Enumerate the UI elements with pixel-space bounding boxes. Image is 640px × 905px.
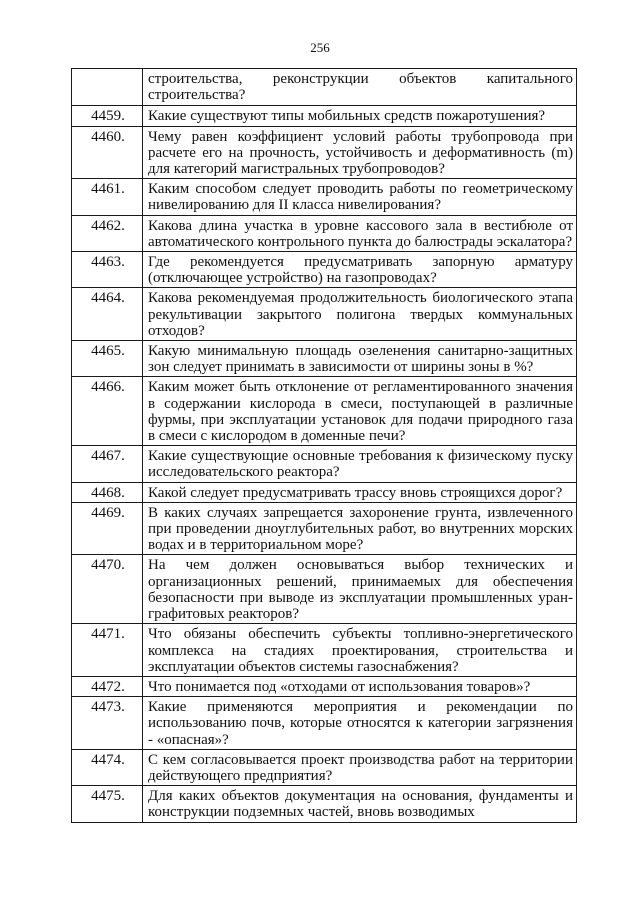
row-number: 4466. bbox=[72, 377, 143, 446]
table-row bbox=[72, 482, 577, 502]
table-row bbox=[72, 624, 577, 677]
table-row bbox=[72, 252, 577, 288]
table-row bbox=[72, 215, 577, 251]
row-question-text: Что обязаны обеспечить субъекты топливно-энергетического комплекса на стадиях проектирования, строительства и эксплуатации объектов системы газоснабжения? bbox=[143, 624, 577, 677]
row-question-text: Какой следует предусматривать трассу вновь строящихся дорог? bbox=[143, 482, 577, 502]
row-question-text: строительства, реконструкции объектов капитального строительства? bbox=[143, 69, 577, 106]
row-question-text: В каких случаях запрещается захоронение грунта, извлеченного при проведении дноуглубительных работ, во внутренних морских водах и в территориальном море? bbox=[143, 502, 577, 555]
row-question-text: Что понимается под «отходами от использования товаров»? bbox=[143, 676, 577, 696]
row-number: 4460. bbox=[72, 126, 143, 179]
table-row bbox=[72, 446, 577, 482]
row-number: 4468. bbox=[72, 482, 143, 502]
row-question-text: С кем согласовывается проект производства работ на территории действующего предприятия? bbox=[143, 749, 577, 785]
row-number: 4464. bbox=[72, 288, 143, 341]
table-row-continued bbox=[72, 69, 577, 106]
table-row bbox=[72, 126, 577, 179]
row-number: 4472. bbox=[72, 676, 143, 696]
row-number: 4467. bbox=[72, 446, 143, 482]
table-row bbox=[72, 288, 577, 341]
table-row bbox=[72, 786, 577, 822]
row-number: 4461. bbox=[72, 179, 143, 215]
row-question-text: На чем должен основываться выбор технических и организационных решений, принимаемых для обеспечения безопасности при выводе из эксплуатации промышленных уран-графитовых реакторов? bbox=[143, 555, 577, 624]
row-question-text: Какова длина участка в уровне кассового зала в вестибюле от автоматического контрольного пункта до балюстрады эскалатора? bbox=[143, 215, 577, 251]
row-number: 4474. bbox=[72, 749, 143, 785]
row-number: 4459. bbox=[72, 106, 143, 126]
row-number: 4475. bbox=[72, 786, 143, 822]
row-number-cell bbox=[72, 69, 143, 106]
table-row bbox=[72, 179, 577, 215]
row-question-text: Каким может быть отклонение от регламентированного значения в содержании кислорода в смеси, поступающей в различные фурмы, при эксплуатации установок для подачи природного газа в смеси с кислородом в доменные печи? bbox=[143, 377, 577, 446]
table-row bbox=[72, 749, 577, 785]
row-number: 4469. bbox=[72, 502, 143, 555]
row-question-text: Какова рекомендуемая продолжительность биологического этапа рекультивации закрытого полигона твердых коммунальных отходов? bbox=[143, 288, 577, 341]
row-question-text: Где рекомендуется предусматривать запорную арматуру (отключающее устройство) на газопроводах? bbox=[143, 252, 577, 288]
table-row bbox=[72, 697, 577, 750]
row-question-text: Какие существуют типы мобильных средств пожаротушения? bbox=[143, 106, 577, 126]
row-number: 4465. bbox=[72, 341, 143, 377]
table-row bbox=[72, 377, 577, 446]
page-number: 256 bbox=[310, 40, 330, 55]
row-number: 4462. bbox=[72, 215, 143, 251]
table-row bbox=[72, 555, 577, 624]
questions-table bbox=[71, 68, 577, 823]
row-question-text: Какую минимальную площадь озеленения санитарно-защитных зон следует принимать в зависимости от ширины зоны в %? bbox=[143, 341, 577, 377]
row-number: 4471. bbox=[72, 624, 143, 677]
row-number: 4470. bbox=[72, 555, 143, 624]
row-question-text: Какие применяются мероприятия и рекомендации по использованию почв, которые относятся к категории загрязнения - «опасная»? bbox=[143, 697, 577, 750]
row-number: 4473. bbox=[72, 697, 143, 750]
table-row bbox=[72, 676, 577, 696]
table-row bbox=[72, 106, 577, 126]
table-row bbox=[72, 502, 577, 555]
row-question-text: Каким способом следует проводить работы по геометрическому нивелированию для II класса нивелирования? bbox=[143, 179, 577, 215]
row-number: 4463. bbox=[72, 252, 143, 288]
row-question-text: Чему равен коэффициент условий работы трубопровода при расчете его на прочность, устойчивость и деформативность (m) для категорий магистральных трубопроводов? bbox=[143, 126, 577, 179]
table-row bbox=[72, 341, 577, 377]
row-question-text: Для каких объектов документация на основания, фундаменты и конструкции подземных частей, вновь возводимых bbox=[143, 786, 577, 822]
row-question-text: Какие существующие основные требования к физическому пуску исследовательского реактора? bbox=[143, 446, 577, 482]
